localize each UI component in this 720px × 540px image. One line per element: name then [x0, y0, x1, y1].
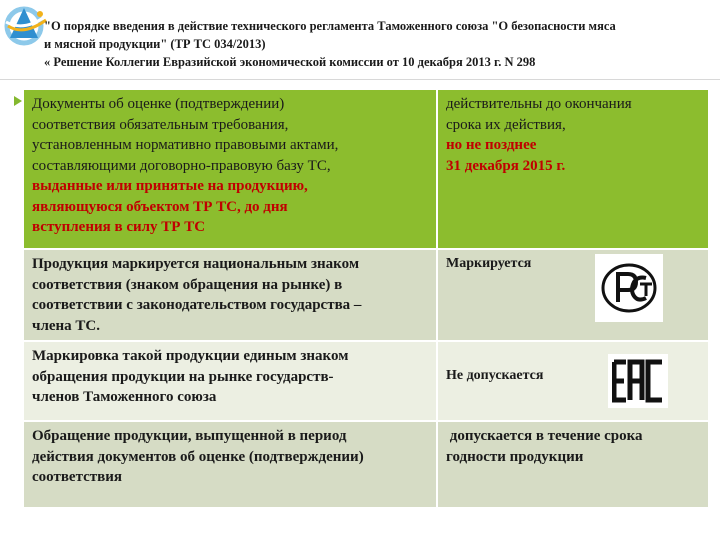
- cell-line-emphasis: являющуюся объектом ТР ТС, до дня: [32, 198, 288, 215]
- cell-line: Документы об оценке (подтверждении): [32, 96, 285, 112]
- row-3-left-cell: [24, 342, 438, 420]
- cell-line: Маркировка такой продукции единым знаком: [32, 348, 349, 364]
- title-line-3: « Решение Коллегии Евразийской экономической комиссии от 10 декабря 2013 г. N 298: [44, 55, 536, 69]
- cell-line: обращения продукции на рынке государств-: [32, 368, 334, 385]
- cell-line: Маркируется: [446, 256, 532, 271]
- cell-line: допускается в течение срока: [446, 428, 643, 444]
- cell-line-emphasis: вступления в силу ТР ТС: [32, 219, 206, 235]
- eac-mark-icon: [608, 354, 668, 408]
- green-arrow-icon: [14, 96, 22, 106]
- table-row: [24, 342, 708, 420]
- cell-line: срока их действия,: [446, 116, 566, 133]
- cell-line: члена ТС.: [32, 317, 101, 334]
- row-4-left-cell: [24, 422, 438, 507]
- row-4-right-cell: [438, 422, 708, 507]
- row-1-right-cell: [438, 90, 708, 248]
- cell-line: соответствия (знаком обращения на рынке) в: [32, 276, 343, 293]
- cell-line: соответствии с законодательством государства –: [32, 297, 362, 313]
- table-row: [24, 90, 708, 248]
- cell-line: соответствия: [32, 469, 123, 485]
- row-2-left-cell: [24, 250, 438, 340]
- header-divider: [0, 79, 720, 80]
- title-line-1: "О порядке введения в действие технического регламента Таможенного союза "О безопасности мяса: [44, 19, 616, 33]
- cell-line: действия документов об оценке (подтверждении): [32, 448, 364, 465]
- cell-line: составляющими договорно-правовую базу ТС,: [32, 157, 331, 174]
- cell-line-emphasis: но не позднее: [446, 137, 537, 153]
- cell-line: действительны до окончания: [446, 96, 632, 112]
- cell-line: членов Таможенного союза: [32, 389, 217, 405]
- title-line-2: и мясной продукции" (ТР ТС 034/2013): [44, 37, 266, 51]
- cell-line: установленным нормативно правовыми актами,: [32, 137, 339, 153]
- cell-line: годности продукции: [446, 448, 584, 465]
- cell-line: соответствия обязательным требования,: [32, 116, 289, 133]
- cell-line: Продукция маркируется национальным знаком: [32, 256, 360, 272]
- rst-conformity-mark-icon: [595, 254, 663, 322]
- row-2-right-cell: [438, 250, 708, 340]
- cell-line: Не допускается: [446, 368, 544, 383]
- cell-line-emphasis: 31 декабря 2015 г.: [446, 157, 566, 174]
- cell-line: Обращение продукции, выпущенной в период: [32, 428, 347, 444]
- row-1-left-cell: [24, 90, 438, 248]
- table-row: [24, 422, 708, 507]
- cell-line-emphasis: выданные или принятые на продукцию,: [32, 178, 308, 194]
- slide-title: [44, 17, 716, 71]
- agency-logo-icon: [2, 2, 50, 54]
